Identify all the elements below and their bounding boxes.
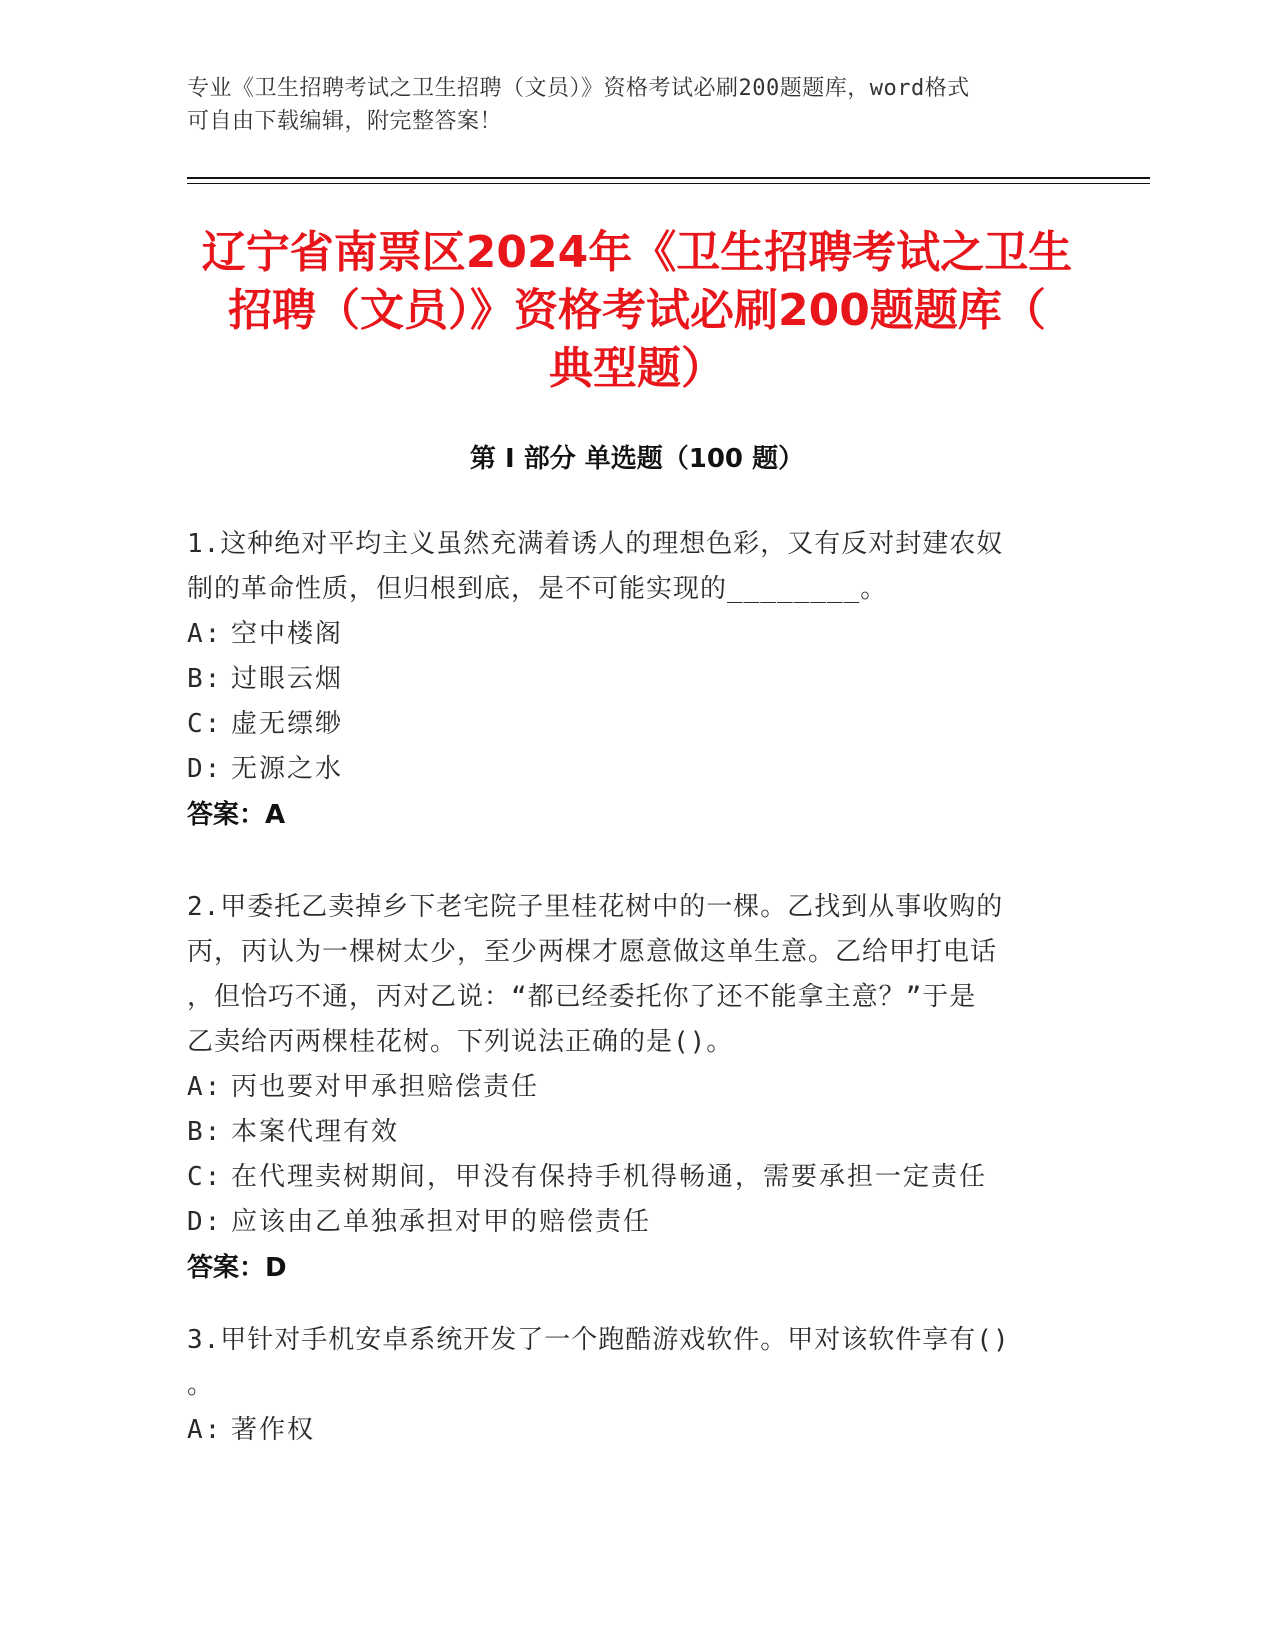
answer-label: 答案：D — [187, 1253, 287, 1283]
question-stem: 2.甲委托乙卖掉乡下老宅院子里桂花树中的一棵。乙找到从事收购的 — [187, 892, 1004, 922]
question-stem: 3.甲针对手机安卓系统开发了一个跑酷游戏软件。甲对该软件享有() — [187, 1325, 1010, 1355]
option-a — [187, 612, 1067, 657]
option-text: 过眼云烟 — [231, 664, 344, 694]
option-text: 虚无缥缈 — [231, 709, 344, 739]
option-a — [187, 1065, 1067, 1110]
document-title — [187, 224, 1087, 398]
title-line: 辽宁省南票区2024年《卫生招聘考试之卫生 — [201, 227, 1073, 278]
title-line: 典型题） — [549, 343, 725, 394]
option-letter: B: — [187, 1117, 223, 1147]
title-line: 招聘（文员）》资格考试必刷200题题库（ — [228, 285, 1046, 336]
option-a — [187, 1408, 1067, 1453]
option-text: 无源之水 — [231, 754, 344, 784]
question-stem: 制的革命性质，但归根到底，是不可能实现的________。 — [187, 574, 888, 604]
question-stem: 丙，丙认为一棵树太少，至少两棵才愿意做这单生意。乙给甲打电话 — [187, 937, 998, 967]
option-letter: D: — [187, 1207, 223, 1237]
header-divider-thin — [187, 183, 1150, 184]
option-c — [187, 702, 1067, 747]
option-b — [187, 657, 1067, 702]
question-2 — [187, 885, 1067, 1291]
header-note-line: 可自由下载编辑，附完整答案！ — [187, 109, 503, 134]
option-text: 在代理卖树期间，甲没有保持手机得畅通，需要承担一定责任 — [231, 1162, 988, 1192]
question-stem: 。 — [187, 1370, 215, 1400]
option-letter: A: — [187, 619, 223, 649]
option-text: 本案代理有效 — [231, 1117, 400, 1147]
option-c — [187, 1155, 1067, 1200]
option-letter: A: — [187, 1072, 223, 1102]
option-letter: B: — [187, 664, 223, 694]
header-note-line: 专业《卫生招聘考试之卫生招聘（文员）》资格考试必刷200题题库，word格式 — [187, 76, 970, 101]
option-letter: A: — [187, 1415, 223, 1445]
section-heading: 第 I 部分 单选题（100 题） — [469, 444, 805, 474]
question-stem: 1.这种绝对平均主义虽然充满着诱人的理想色彩，又有反对封建农奴 — [187, 529, 1004, 559]
option-letter: C: — [187, 709, 223, 739]
question-stem: 乙卖给丙两棵桂花树。下列说法正确的是()。 — [187, 1027, 734, 1057]
answer-label: 答案：A — [187, 800, 286, 830]
option-d — [187, 1200, 1067, 1245]
option-text: 空中楼阁 — [231, 619, 344, 649]
option-text: 应该由乙单独承担对甲的赔偿责任 — [231, 1207, 652, 1237]
question-1 — [187, 522, 1067, 838]
header-divider-thick — [187, 177, 1150, 179]
option-b — [187, 1110, 1067, 1155]
option-d — [187, 747, 1067, 792]
option-letter: D: — [187, 754, 223, 784]
option-text: 著作权 — [231, 1415, 316, 1445]
header-note — [187, 72, 1087, 138]
question-3 — [187, 1318, 1067, 1453]
option-letter: C: — [187, 1162, 223, 1192]
option-text: 丙也要对甲承担赔偿责任 — [231, 1072, 540, 1102]
question-stem: ，但恰巧不通，丙对乙说：“都已经委托你了还不能拿主意？”于是 — [187, 982, 977, 1012]
